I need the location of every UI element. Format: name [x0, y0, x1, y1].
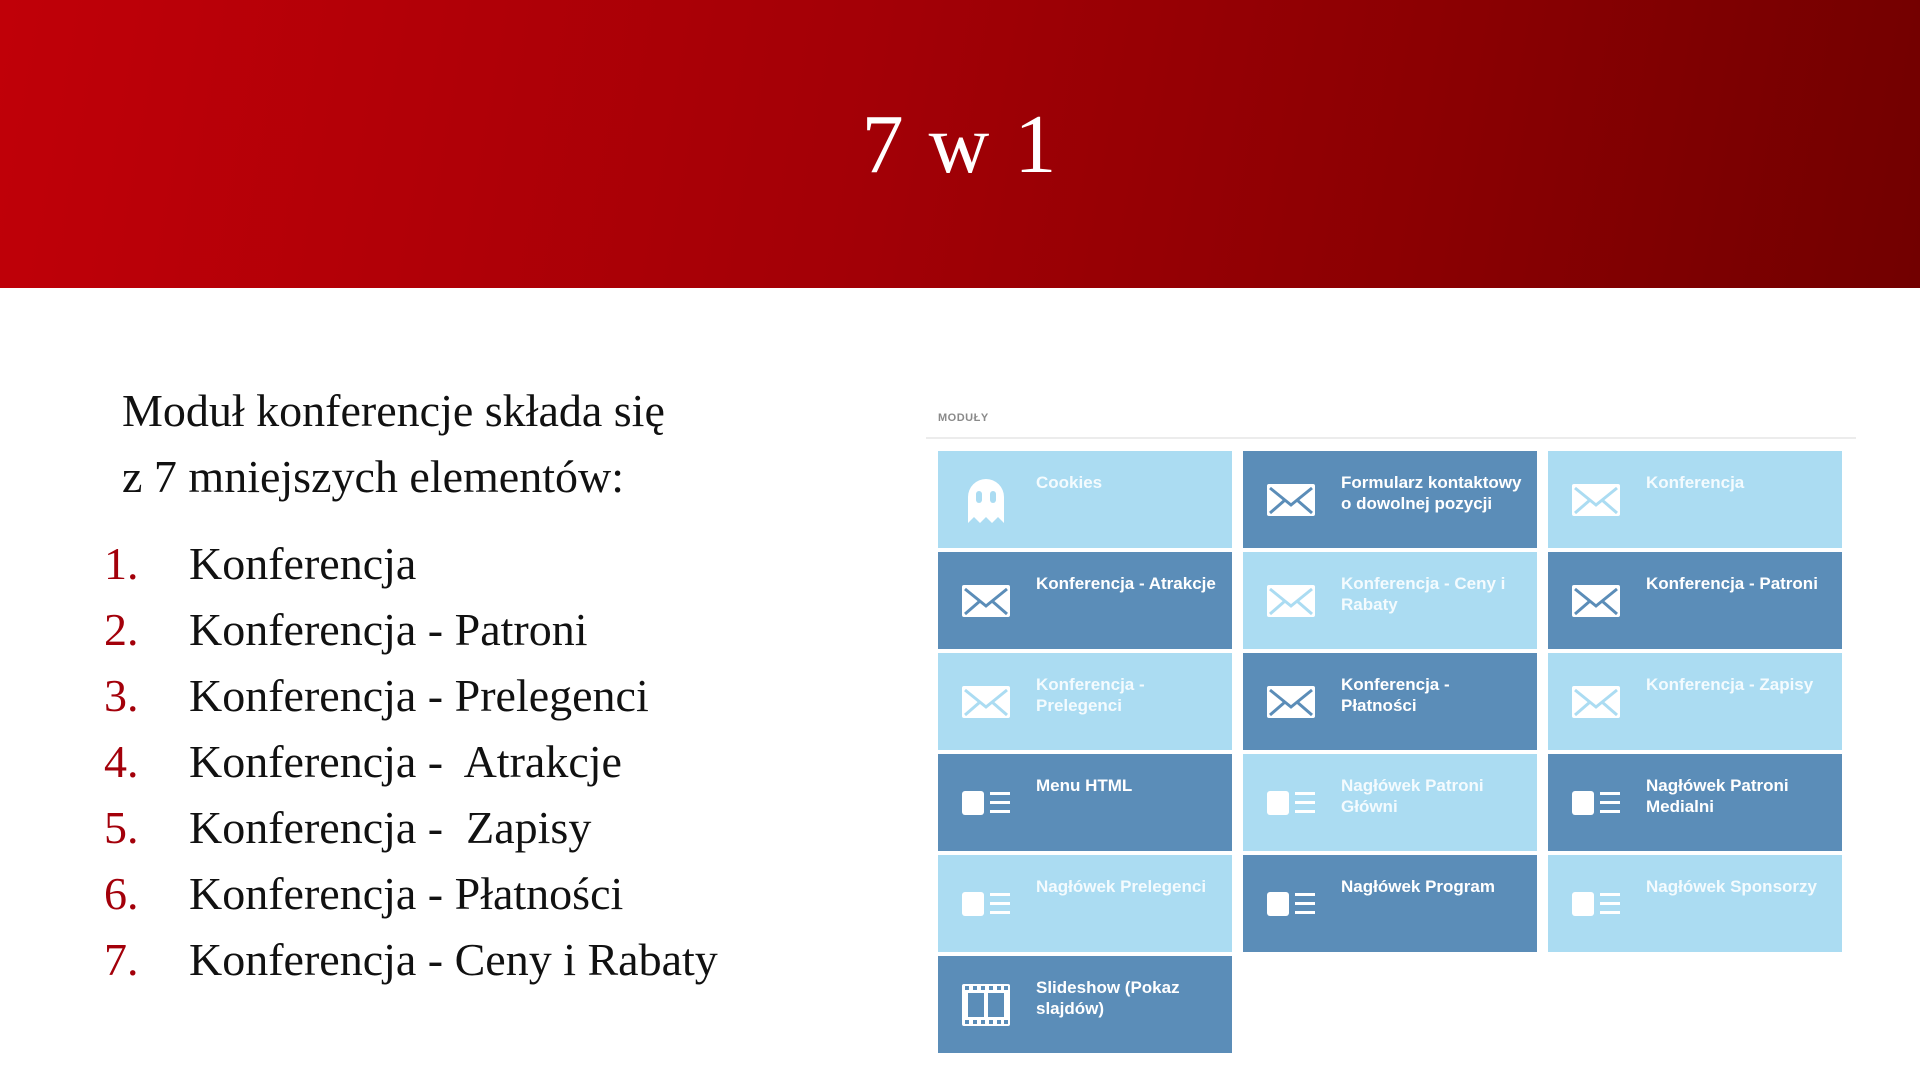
list-text: Konferencja - Atrakcje	[189, 735, 622, 787]
list-item	[104, 926, 718, 992]
list-item	[104, 530, 718, 596]
envelope-icon	[1265, 679, 1317, 725]
module-tile-label: Slideshow (Pokaz slajdów)	[1036, 978, 1180, 1018]
ghost-icon	[960, 477, 1012, 523]
module-tile-label: Konferencja - Płatności	[1341, 675, 1450, 715]
module-tile[interactable]	[1243, 653, 1537, 750]
envelope-icon	[1570, 578, 1622, 624]
list-item	[104, 596, 718, 662]
envelope-icon	[1570, 477, 1622, 523]
envelope-icon	[960, 578, 1012, 624]
envelope-icon	[1265, 477, 1317, 523]
module-tile[interactable]	[1243, 451, 1537, 548]
text-block-icon	[1265, 780, 1317, 826]
intro-line-2: z 7 mniejszych elementów:	[122, 451, 625, 502]
module-tile[interactable]	[938, 451, 1232, 548]
module-tile[interactable]	[1243, 855, 1537, 952]
envelope-icon	[1570, 679, 1622, 725]
module-tile[interactable]	[1548, 451, 1842, 548]
module-tile-label: Nagłówek Sponsorzy	[1646, 877, 1817, 896]
module-tile-label: Konferencja - Patroni	[1646, 574, 1818, 593]
module-tile[interactable]	[938, 754, 1232, 851]
module-tile[interactable]	[1243, 552, 1537, 649]
list-text: Konferencja - Płatności	[189, 867, 624, 919]
list-item	[104, 662, 718, 728]
modules-label: MODUŁY	[938, 412, 989, 424]
text-block-icon	[1570, 780, 1622, 826]
module-tile-label: Konferencja - Zapisy	[1646, 675, 1814, 694]
list-text: Konferencja - Zapisy	[189, 801, 592, 853]
module-tile-label: Nagłówek Prelegenci	[1036, 877, 1207, 896]
text-block-icon	[960, 780, 1012, 826]
element-list	[104, 530, 718, 992]
list-text: Konferencja - Ceny i Rabaty	[189, 933, 718, 985]
module-tile-label: Konferencja - Atrakcje	[1036, 574, 1216, 593]
module-tile[interactable]	[1548, 855, 1842, 952]
list-item	[104, 794, 718, 860]
module-tile[interactable]	[1548, 552, 1842, 649]
list-number: 3.	[104, 669, 139, 721]
list-number: 5.	[104, 801, 139, 853]
module-tile-label: Konferencja	[1646, 473, 1745, 492]
film-strip-icon	[960, 982, 1012, 1028]
list-item	[104, 860, 718, 926]
module-tile[interactable]	[938, 855, 1232, 952]
list-text: Konferencja - Prelegenci	[189, 669, 649, 721]
module-tile[interactable]	[1243, 754, 1537, 851]
module-tile[interactable]	[1548, 653, 1842, 750]
slide-header	[0, 0, 1920, 288]
module-tile-label: Konferencja - Prelegenci	[1036, 675, 1145, 715]
envelope-icon	[1265, 578, 1317, 624]
list-number: 4.	[104, 735, 139, 787]
list-number: 1.	[104, 537, 139, 589]
list-item	[104, 728, 718, 794]
intro-line-1: Moduł konferencje składa się	[122, 385, 665, 436]
list-number: 7.	[104, 933, 139, 985]
panel-divider	[926, 437, 1856, 439]
list-number: 6.	[104, 867, 139, 919]
modules-panel	[926, 400, 1856, 1060]
text-block-icon	[960, 881, 1012, 927]
module-tile-label: Formularz kontaktowy o dowolnej pozycji	[1341, 473, 1522, 513]
module-tile[interactable]	[938, 552, 1232, 649]
module-tile[interactable]	[938, 956, 1232, 1053]
envelope-icon	[960, 679, 1012, 725]
intro-text	[122, 378, 665, 510]
list-text: Konferencja - Patroni	[189, 603, 588, 655]
module-tile-label: Nagłówek Program	[1341, 877, 1495, 896]
module-tile-label: Cookies	[1036, 473, 1103, 492]
module-tile-label: Menu HTML	[1036, 776, 1133, 795]
text-block-icon	[1570, 881, 1622, 927]
module-tile-label: Nagłówek Patroni Główni	[1341, 776, 1484, 816]
module-tile[interactable]	[938, 653, 1232, 750]
slide-title: 7 w 1	[861, 98, 1059, 191]
list-text: Konferencja	[189, 537, 417, 589]
module-tile-label: Konferencja - Ceny i Rabaty	[1341, 574, 1506, 614]
list-number: 2.	[104, 603, 139, 655]
module-tile-label: Nagłówek Patroni Medialni	[1646, 776, 1789, 816]
text-block-icon	[1265, 881, 1317, 927]
module-tile[interactable]	[1548, 754, 1842, 851]
